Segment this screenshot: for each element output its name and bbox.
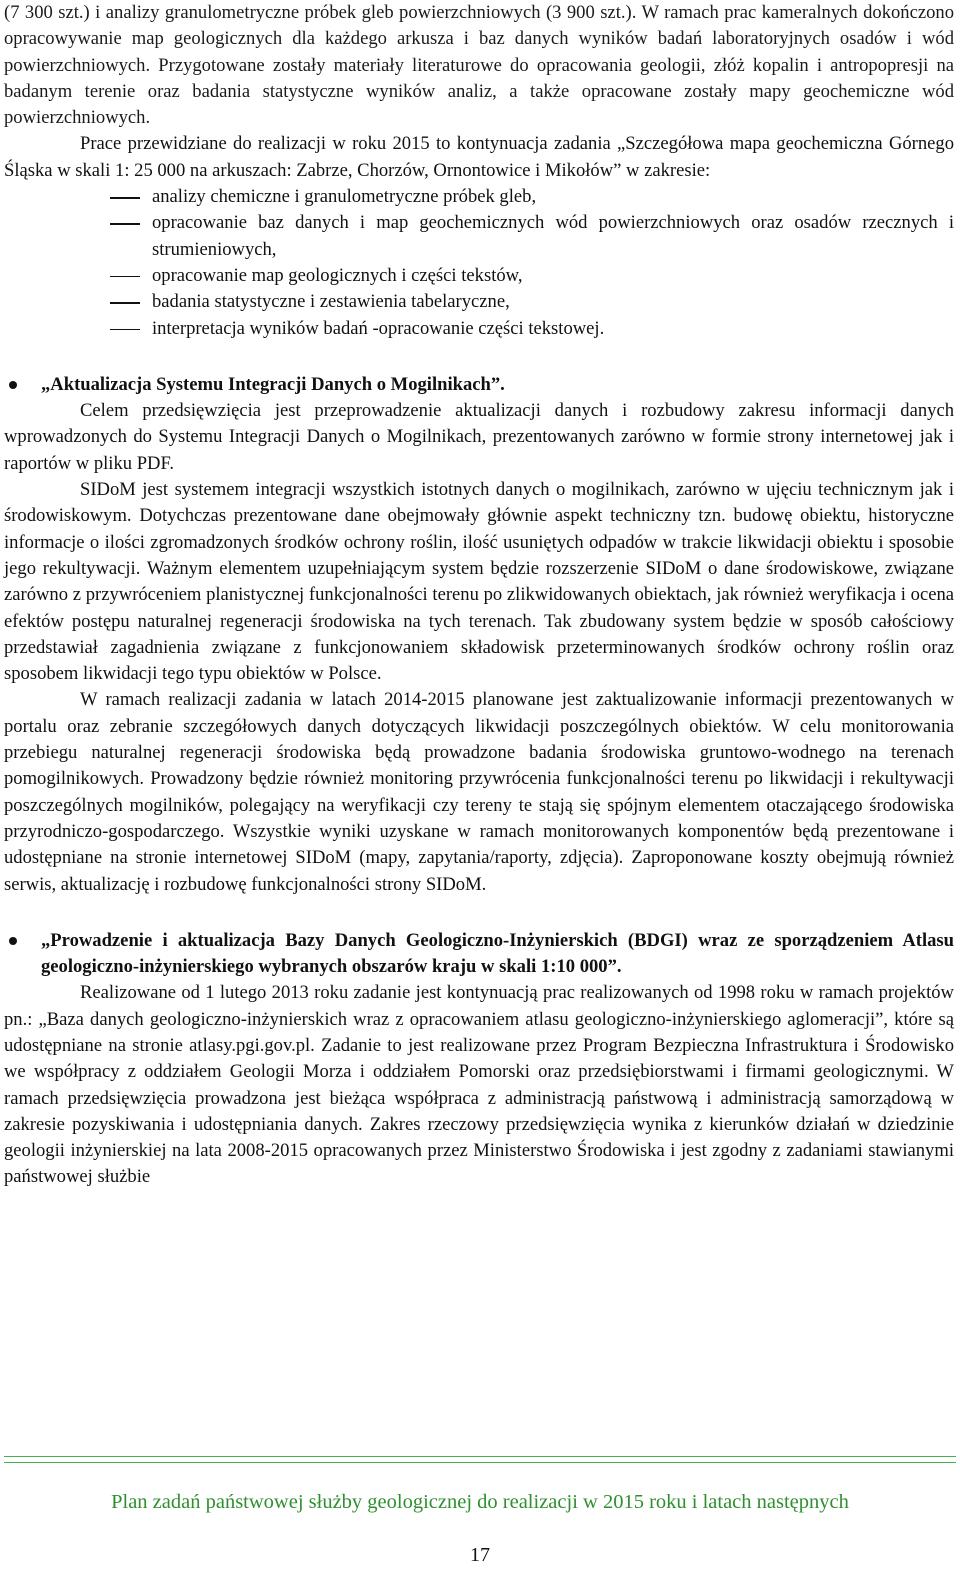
list-item: [110, 316, 954, 342]
dash-marker: [110, 276, 140, 278]
list-item: [110, 289, 954, 315]
intro-paragraph: (7 300 szt.) i analizy granulometryczne próbek gleb powierzchniowych (3 900 szt.). W ramach prac kameralnych dokończono opracowywanie map geologicznych dla każdego arkusza i baz danych wyników badań laboratoryjnych osadów i wód powierzchniowych. Przygotowane zostały materiały literaturowe do opracowania geologii, złóż kopalin i antropopresji na badanym terenie oraz badania statystyczne wyników analiz, a także opracowane zostały mapy geochemiczne wód powierzchniowych.: [4, 2, 954, 129]
section-paragraph: Celem przedsięwzięcia jest przeprowadzenie aktualizacji danych i rozbudowy zakresu informacji danych wprowadzonych do Systemu Integracji Danych o Mogilnikach, prezentowanych zarówno w formie strony internetowej jak i raportów w pliku PDF.: [4, 400, 954, 474]
footer-divider: [4, 1462, 956, 1463]
section-paragraph: SIDoM jest systemem integracji wszystkich istotnych danych o mogilnikach, zarówno w ujęciu technicznym jak i środowiskowym. Dotychczas prezentowane dane obejmowały głównie aspekt techniczny tzn. budowę obiektu, historyczne informacje o ilości zgromadzonych środków ochrony roślin, ilość usuniętych odpadów w trakcie likwidacji obiektu i sposobie jego rekultywacji. Ważnym elementem uzupełniającym system będzie rozszerzenie SIDoM o dane środowiskowe, związane zarówno z przywróceniem planistycznej funkcjonalności terenu po zlikwidowanych obiektach, jak również weryfikacja i ocena efektów postępu naturalnej regeneracji środowiska na tych terenach. Tak zbudowany system będzie w sposób całościowy przedstawiał zagadnienia związane z funkcjonowaniem składowisk przeterminowanych środków ochrony roślin oraz sposobem likwidacji tego typu obiektów w Polsce.: [4, 479, 954, 685]
section-paragraph: Realizowane od 1 lutego 2013 roku zadanie jest kontynuacją prac realizowanych od 1998 roku w ramach projektów pn.: „Baza danych geologiczno-inżynierskich wraz z opracowaniem atlasu geologiczno-inżynierskiego aglomeracji”, które są udostępniane na stronie atlasy.pgi.gov.pl. Zadanie to jest realizowane przez Program Bezpieczna Infrastruktura i Środowisko we współpracy z oddziałem Geologii Morza i oddziałem Pomorski oraz przedsiębiorstwami i firmami geologicznymi. W ramach przedsięwzięcia prowadzona jest bieżąca współpraca z administracją państwową i administracją samorządową w zakresie pozyskiwania i udostępniania danych. Zakres rzeczowy przedsięwzięcia wynika z kierunków działań w dziedzinie geologii inżynierskiej na lata 2008-2015 opracowanych przez Ministerstwo Środowiska i jest zgodny z zadaniami stawianymi państwowej służbie: [4, 982, 954, 1188]
section-bdgi-heading: [4, 928, 954, 981]
section-heading: „Prowadzenie i aktualizacja Bazy Danych Geologiczno-Inżynierskich (BDGI) wraz ze sporządzeniem Atlasu geologiczno-inżynierskiego wybranych obszarów kraju w skali 1:10 000”.: [41, 929, 954, 978]
section-sidom-heading: [4, 372, 954, 398]
dash-marker: [110, 302, 140, 304]
dash-marker: [110, 197, 140, 199]
list-item-text: badania statystyczne i zestawienia tabelaryczne,: [152, 291, 510, 313]
scope-dash-list: [4, 184, 954, 342]
intro-scope-paragraph: Prace przewidziane do realizacji w roku 2015 to kontynuacja zadania „Szczegółowa mapa geochemiczna Górnego Śląska w skali 1: 25 000 na arkuszach: Zabrze, Chorzów, Ornontowice i Mikołów” w zakresie:: [4, 133, 954, 181]
dash-marker: [110, 329, 140, 331]
footer-title: Plan zadań państwowej służby geologicznej do realizacji w 2015 roku i latach następnych: [111, 1491, 849, 1513]
footer-divider: [4, 1456, 956, 1457]
list-item: [110, 263, 954, 289]
page-number: 17: [470, 1544, 490, 1566]
list-item-text: interpretacja wyników badań -opracowanie części tekstowej.: [152, 317, 605, 339]
list-item-text: opracowanie map geologicznych i części tekstów,: [152, 264, 523, 286]
list-item-text: opracowanie baz danych i map geochemicznych wód powierzchniowych oraz osadów rzecznych i strumieniowych,: [152, 212, 954, 260]
list-item: [110, 210, 954, 263]
list-item: [110, 184, 954, 210]
section-heading: „Aktualizacja Systemu Integracji Danych o Mogilnikach”.: [41, 373, 505, 395]
bullet-icon: [9, 381, 17, 389]
list-item-text: analizy chemiczne i granulometryczne próbek gleb,: [152, 186, 537, 208]
bullet-icon: [9, 937, 17, 945]
dash-marker: [110, 223, 140, 225]
document-body: [4, 0, 954, 1191]
section-paragraph: W ramach realizacji zadania w latach 2014-2015 planowane jest zaktualizowanie informacji prezentowanych w portalu oraz zebranie szczegółowych danych dotyczących likwidacji poszczególnych obiektów. W celu monitorowania przebiegu naturalnej regeneracji środowiska będą prowadzone badania środowiska gruntowo-wodnego na terenach pomogilnikowych. Prowadzony będzie również monitoring przywrócenia funkcjonalności terenu po likwidacji i rekultywacji poszczególnych mogilników, polegający na weryfikacji czy tereny te stają się spójnym elementem otaczającego środowiska przyrodniczo-gospodarczego. Wszystkie wyniki uzyskane w ramach monitorowanych komponentów będą prezentowane i udostępniane na stronie internetowej SIDoM (mapy, zapytania/raporty, zdjęcia). Zaproponowane koszty obejmują również serwis, aktualizację i rozbudowę funkcjonalności strony SIDoM.: [4, 689, 954, 895]
